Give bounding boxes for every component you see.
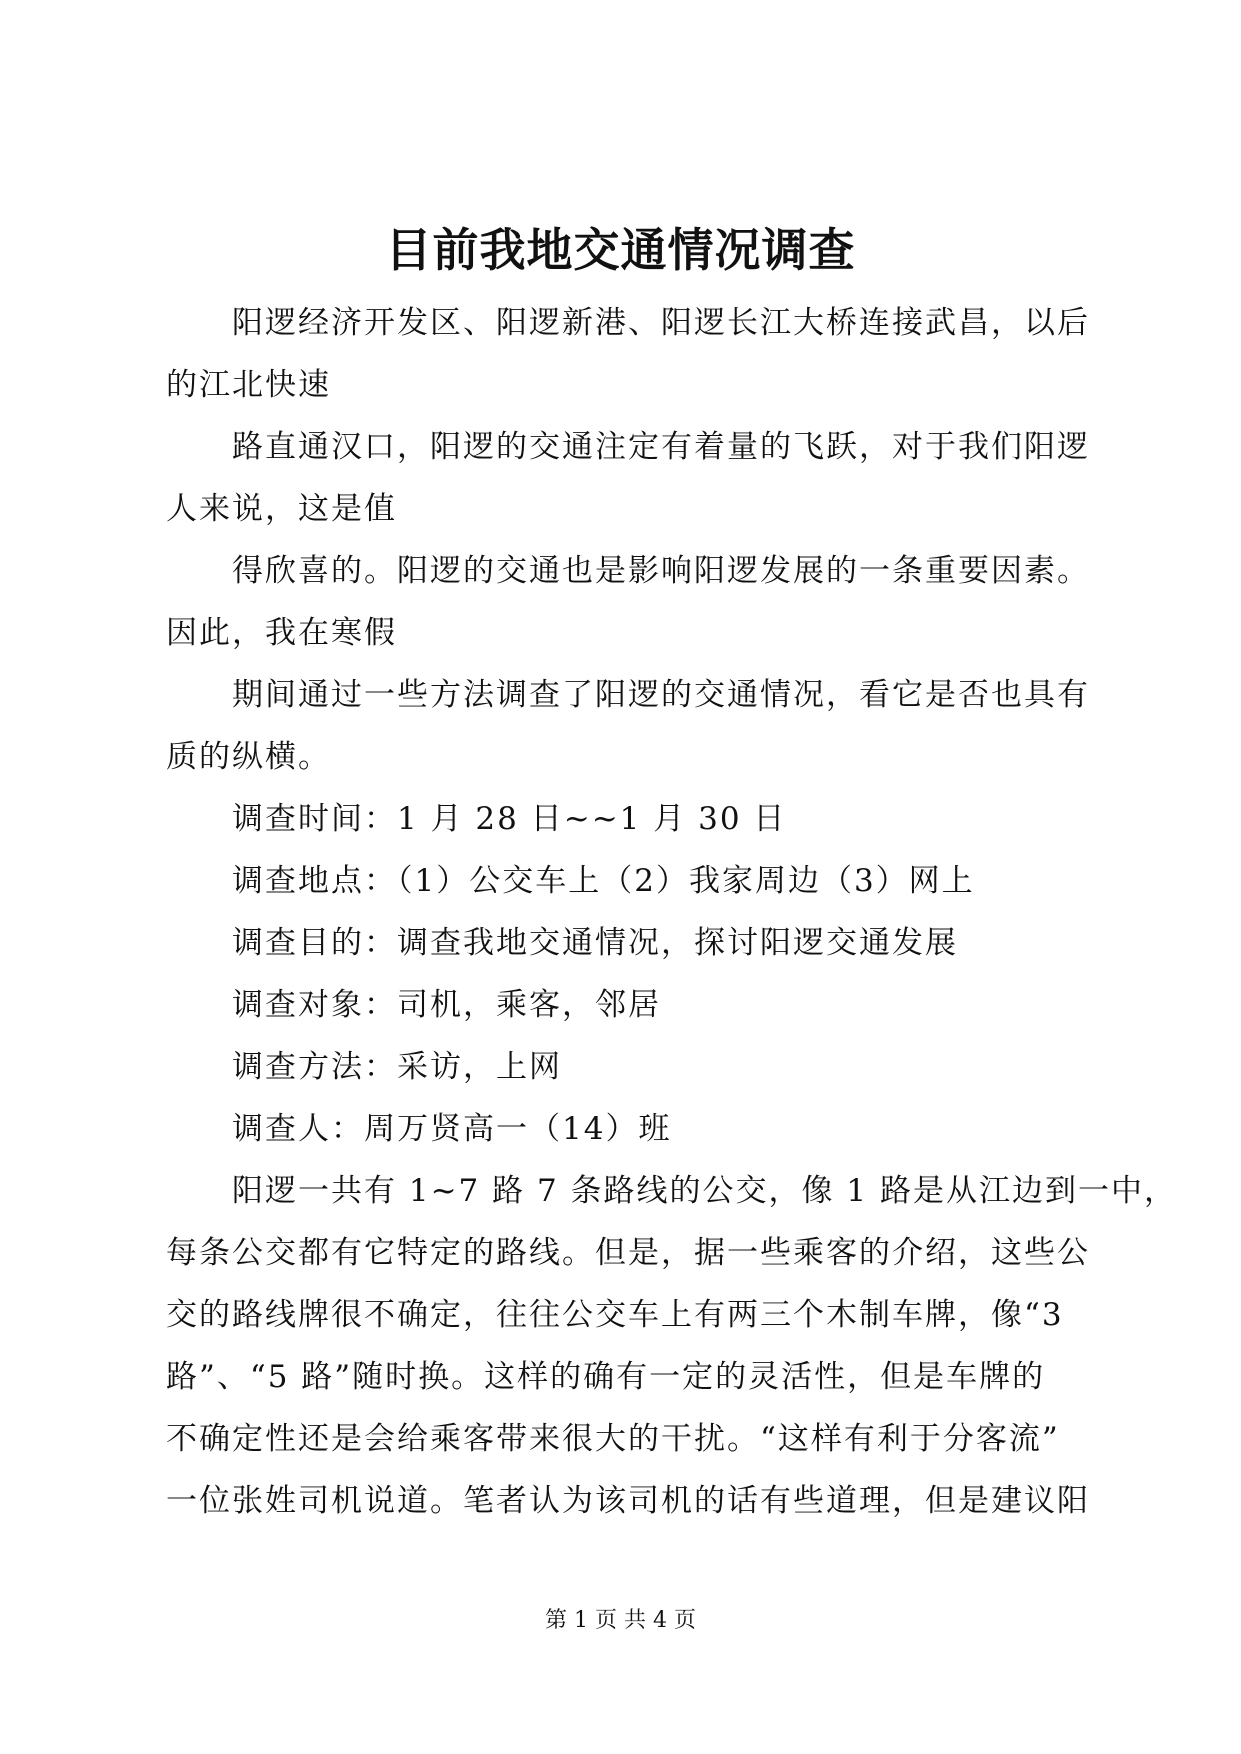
survey-method: 调查方法：采访，上网 [232,1049,562,1085]
text-line: 因此，我在寒假 [166,615,397,651]
text-line: 不确定性还是会给乘客带来很大的干扰。“这样有利于分客流” [166,1421,1060,1457]
text-line: 阳逻经济开发区、阳逻新港、阳逻长江大桥连接武昌，以后 [232,305,1090,341]
survey-location: 调查地点：（1）公交车上（2）我家周边（3）网上 [232,863,975,899]
survey-purpose: 调查目的：调查我地交通情况，探讨阳逻交通发展 [232,925,958,961]
survey-author: 调查人：周万贤高一（14）班 [232,1111,672,1147]
text-line: 人来说，这是值 [166,491,397,527]
text-line: 一位张姓司机说道。笔者认为该司机的话有些道理，但是建议阳 [166,1483,1090,1519]
text-line: 得欣喜的。阳逻的交通也是影响阳逻发展的一条重要因素。 [232,553,1090,589]
text-line: 路”、“5 路”随时换。这样的确有一定的灵活性，但是车牌的 [166,1359,1046,1395]
survey-subjects: 调查对象：司机，乘客，邻居 [232,987,661,1023]
text-line: 质的纵横。 [166,739,331,775]
survey-time: 调查时间：1 月 28 日~~1 月 30 日 [232,801,787,837]
text-line: 每条公交都有它特定的路线。但是，据一些乘客的介绍，这些公 [166,1235,1090,1271]
document-title: 目前我地交通情况调查 [385,223,856,277]
page-footer: 第 1 页 共 4 页 [545,1608,696,1633]
text-line: 的江北快速 [166,367,331,403]
text-line: 路直通汉口，阳逻的交通注定有着量的飞跃，对于我们阳逻 [232,429,1090,465]
text-line: 期间通过一些方法调查了阳逻的交通情况，看它是否也具有 [232,677,1090,713]
document-body [166,292,1177,1532]
text-line: 阳逻一共有 1~7 路 7 条路线的公交，像 1 路是从江边到一中， [232,1173,1177,1209]
text-line: 交的路线牌很不确定，往往公交车上有两三个木制车牌，像“3 [166,1297,1064,1333]
